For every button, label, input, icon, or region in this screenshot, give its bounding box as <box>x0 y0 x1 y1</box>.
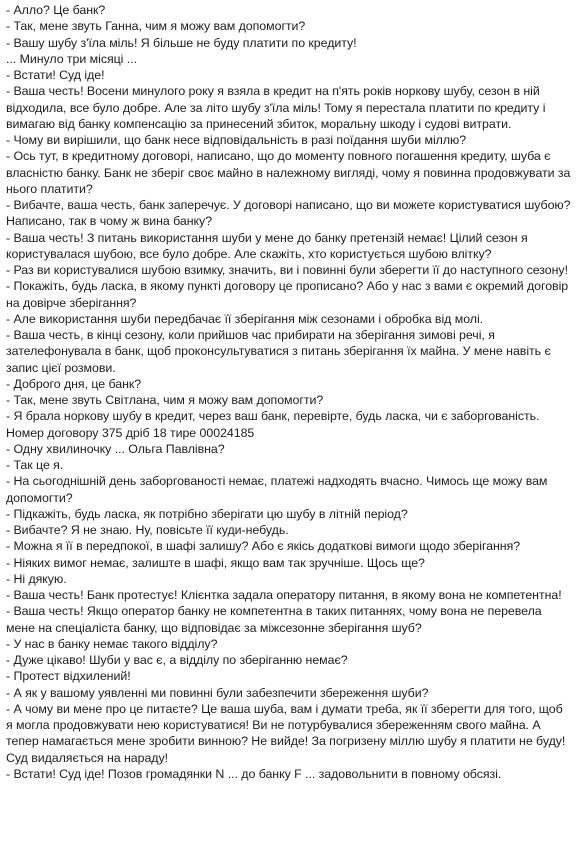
dialogue-line: - Я брала норкову шубу в кредит, через ваш банк, перевірте, будь ласка, чи є заборгованість. Номер договору 375 дріб 18 тире 00024185 <box>6 409 540 440</box>
dialogue-line: - Ваша честь! Банк протестує! Клієнтка задала оператору питання, в якому вона не компетентна! <box>6 588 562 602</box>
dialogue-line: - Протест відхилений! <box>6 669 131 684</box>
dialogue-line: - Доброго дня, це банк? <box>6 376 142 391</box>
dialogue-line: - Одну хвилиночку ... Ольга Павлівна? <box>6 441 225 456</box>
dialogue-line: - Ваша честь! Якщо оператор банку не компетентна в таких питаннях, чому вона не перевела мене на спеціаліста банку, що відповідає за міжсезонне зберігання шуб? <box>6 604 542 635</box>
dialogue-line: - У нас в банку немає такого відділу? <box>6 636 218 651</box>
dialogue-line: - Встати! Суд іде! Позов громадянки N ... до банку F ... задовольнити в повному обсязі. <box>6 766 502 781</box>
dialogue-line: - А як у вашому уявленні ми повинні були забезпечити збереження шуби? <box>6 685 429 700</box>
dialogue-line: - Підкажіть, будь ласка, як потрібно зберігати цю шубу в літній період? <box>6 506 408 521</box>
dialogue-line: - Так це я. <box>6 458 64 472</box>
dialogue-line: - Покажіть, будь ласка, в якому пункті договору це прописано? Або у нас з вами є окремий договір на довірче зберігання? <box>6 279 569 310</box>
dialogue-line: - Можна я її в передпокої, в шафі залишу? Або є якісь додаткові вимоги щодо зберігання? <box>6 539 521 554</box>
dialogue-line: - Ваша честь! З питань використання шуби у мене до банку претензій немає! Цілий сезон я користувалася шубою, все було добре. Але скажіть, хто користується шубою влітку? <box>6 230 528 261</box>
dialogue-line: - А чому ви мене про це питаєте? Це ваша шуба, вам і думати треба, як її зберегти для того, щоб я могла продовжувати нею користуватися! Ви не потурбувалися збереженням свого майна. А тепер намагається мене зробити винною? Не вийде! За погризену міллю шубу я платити не буду! <box>6 701 566 749</box>
dialogue-line: Суд видаляється на нараду! <box>6 750 169 765</box>
dialogue-line: - Встати! Суд іде! <box>6 68 105 82</box>
dialogue-line: - Ні дякую. <box>6 571 67 586</box>
dialogue-line: - Дуже цікаво! Шуби у вас є, а відділу по зберіганню немає? <box>6 653 348 667</box>
dialogue-line: - Ніяких вимог немає, залиште в шафі, якщо вам так зручніше. Щось ще? <box>6 555 425 570</box>
dialogue-line: ... Минуло три місяці ... <box>6 51 137 66</box>
dialogue-line: - Але використання шуби передбачає її зберігання між сезонами і обробка від молі. <box>6 311 484 326</box>
dialogue-line: - Так, мене звуть Світлана, чим я можу вам допомогти? <box>6 393 324 407</box>
dialogue-line: - Ваша честь, в кінці сезону, коли прийшов час прибирати на зберігання зимові речі, я зателефонувала в банк, щоб проконсультуватися з питань зберігання їх майна. У мене навіть є запис цієї розмови. <box>6 328 551 375</box>
dialogue-line: - Чому ви вирішили, що банк несе відповідальність в разі поїдання шуби міллю? <box>6 133 467 147</box>
dialogue-line: - Вашу шубу з'їла міль! Я більше не буду платити по кредиту! <box>6 35 357 50</box>
dialogue-line: - Ваша честь! Восени минулого року я взяла в кредит на п'ять років норкову шубу, сезон в ній відходила, все було добре. Але за літо шубу з'їла міль! Тому я перестала платити по кредиту і вимагаю від банку компенсацію за принесений збиток, моральну шкоду і судові витрати. <box>6 84 546 131</box>
dialogue-line: - Ось тут, в кредитному договорі, написано, що до моменту повного погашення кредиту, шуба є власністю банку. Банк не зберіг своє майно в належному вигляді, чому я повинна продовжувати за нього платити? <box>6 149 571 196</box>
dialogue-line: - Вибачте, ваша честь, банк заперечує. У договорі написано, що ви можете користуватися шубою? Написано, так в чому ж вина банку? <box>6 198 571 229</box>
dialogue-line: - Так, мене звуть Ганна, чим я можу вам допомогти? <box>6 19 306 34</box>
dialogue-line: - Вибачте? Я не знаю. Ну, повісьте її куди-небудь. <box>6 523 289 537</box>
dialogue-line: - Раз ви користувалися шубою взимку, значить, ви і повинні були зберегти її до наступного сезону! <box>6 263 568 277</box>
dialogue-line: - Алло? Це банк? <box>6 3 106 17</box>
dialogue-line: - На сьогоднішній день заборгованості немає, платежі надходять вчасно. Чимось ще можу вам допомогти? <box>6 474 548 505</box>
